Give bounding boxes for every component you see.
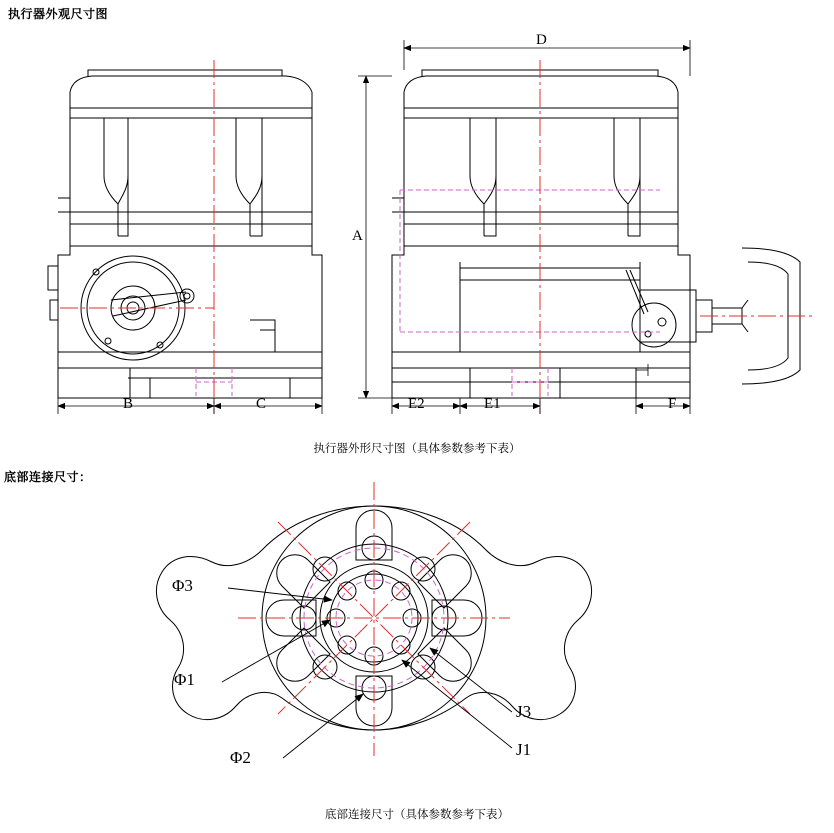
front-view-body <box>392 70 800 398</box>
callout-label-phi3: Φ3 <box>172 576 193 595</box>
bottom-flange-centerlines <box>238 482 510 756</box>
front-view-hidden-lines <box>400 190 660 396</box>
side-view-dimension-lines <box>58 398 322 414</box>
dimension-label-F: F <box>668 396 677 412</box>
dimension-label-D: D <box>536 32 547 48</box>
side-view-centerline <box>60 60 214 414</box>
callout-label-j1: J1 <box>516 740 532 759</box>
caption-bottom-connection: 底部连接尺寸（具体参数参考下表） <box>325 809 509 821</box>
front-view-centerline <box>540 60 812 414</box>
caption-outline-drawing: 执行器外形尺寸图（具体参数参考下表） <box>313 443 521 455</box>
dimension-label-C: C <box>256 396 267 412</box>
dimension-label-E1: E1 <box>484 396 501 412</box>
callout-label-phi2: Φ2 <box>230 748 251 767</box>
dimension-label-B: B <box>123 396 134 412</box>
side-view-body <box>48 70 322 398</box>
page-title-outline: 执行器外观尺寸图 <box>8 7 109 21</box>
dimension-label-A: A <box>352 228 363 244</box>
page-title-bottom-connection: 底部连接尺寸： <box>4 470 92 484</box>
dimension-label-E2: E2 <box>408 396 425 412</box>
callout-label-j3: J3 <box>516 702 532 721</box>
callout-label-phi1: Φ1 <box>174 670 195 689</box>
